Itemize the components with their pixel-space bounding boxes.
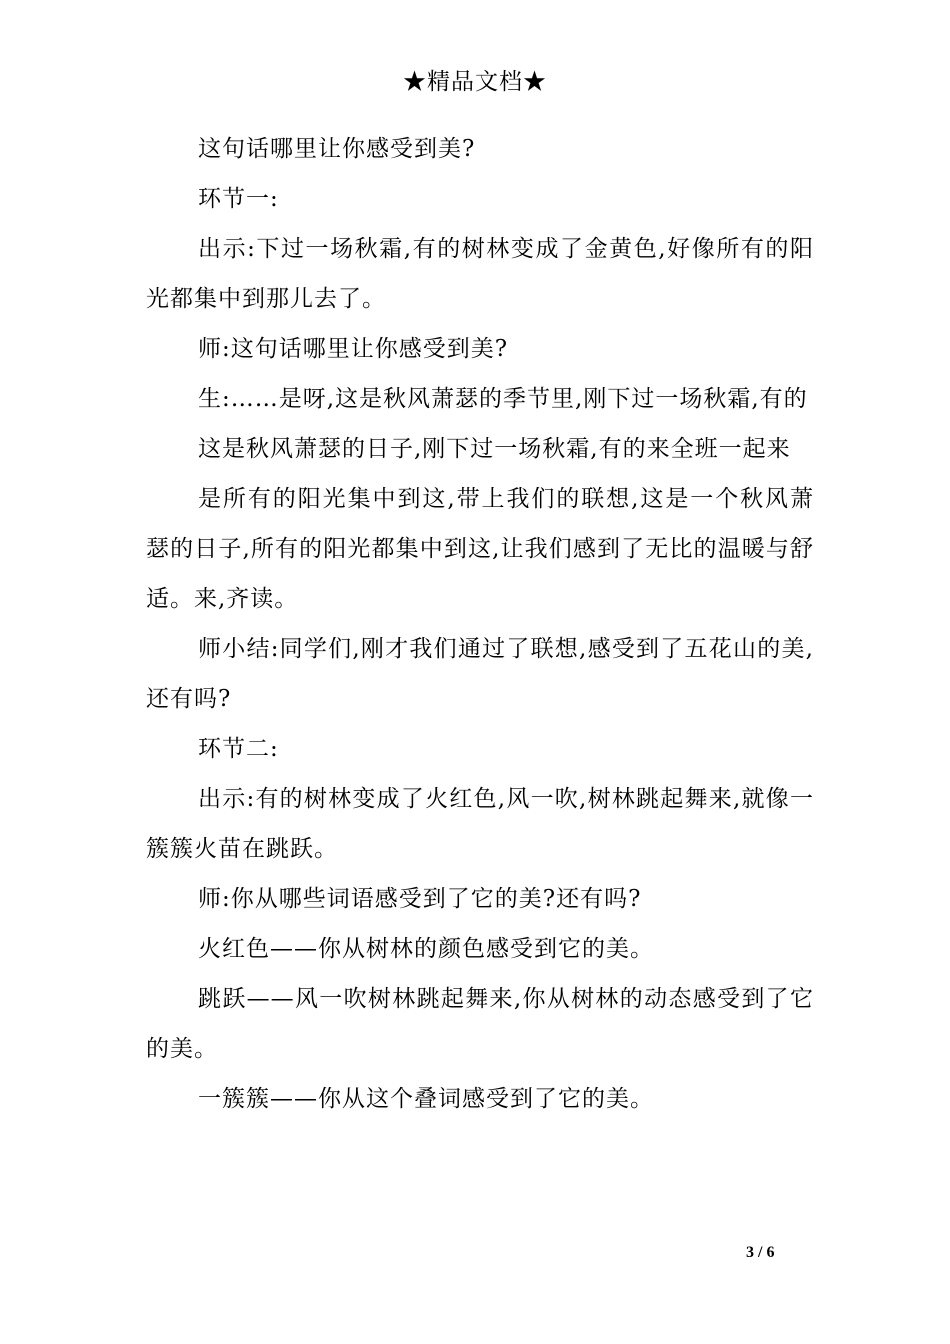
document-body (146, 124, 814, 1124)
paragraph: 这句话哪里让你感受到美? (198, 136, 476, 162)
paragraph: 是所有的阳光集中到这,带上我们的联想,这是一个秋风萧瑟的日子,所有的阳光都集中到这,让我们感到了无比的温暖与舒适。来,齐读。 (146, 486, 814, 612)
paragraph: 一簇簇——你从这个叠词感受到了它的美。 (198, 1086, 654, 1112)
paragraph: 师:这句话哪里让你感受到美? (198, 336, 509, 362)
paragraph: 师:你从哪些词语感受到了它的美?还有吗? (198, 886, 642, 912)
paragraph: 出示:下过一场秋霜,有的树林变成了金黄色,好像所有的阳光都集中到那儿去了。 (146, 236, 814, 312)
paragraph: 这是秋风萧瑟的日子,刚下过一场秋霜,有的来全班一起来 (198, 436, 791, 462)
page-number: 3 / 6 (746, 1244, 775, 1261)
paragraph: 跳跃——风一吹树林跳起舞来,你从树林的动态感受到了它的美。 (146, 986, 814, 1062)
paragraph: 生:……是呀,这是秋风萧瑟的季节里,刚下过一场秋霜,有的 (198, 386, 808, 412)
paragraph: 出示:有的树林变成了火红色,风一吹,树林跳起舞来,就像一簇簇火苗在跳跃。 (146, 786, 814, 862)
paragraph: 火红色——你从树林的颜色感受到它的美。 (198, 936, 654, 962)
paragraph: 师小结:同学们,刚才我们通过了联想,感受到了五花山的美,还有吗? (146, 636, 814, 712)
section-heading: 环节一: (198, 186, 279, 212)
document-header: ★精品文档★ (403, 69, 547, 95)
section-heading: 环节二: (198, 736, 279, 762)
